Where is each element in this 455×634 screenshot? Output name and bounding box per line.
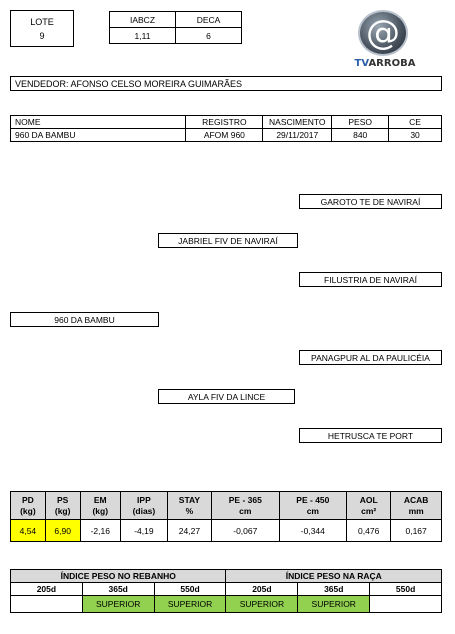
raca-365-result: SUPERIOR	[298, 596, 370, 613]
tvarroba-logo	[352, 8, 414, 72]
rebanho-365-label: 365d	[82, 583, 154, 596]
ce-header: CE	[389, 116, 442, 129]
em-header: EM (kg)	[80, 492, 120, 520]
rebanho-550-label: 550d	[154, 583, 226, 596]
at-sign-icon: @	[366, 13, 400, 53]
peso-value: 840	[332, 129, 389, 142]
raca-550-label: 550d	[370, 583, 442, 596]
rebanho-550-result: SUPERIOR	[154, 596, 226, 613]
pd-header: PD (kg)	[11, 492, 46, 520]
stay-value: 24,27	[167, 520, 211, 542]
raca-205-result: SUPERIOR	[226, 596, 298, 613]
registro-value: AFOM 960	[186, 129, 263, 142]
indice-raca-title: ÍNDICE PESO NA RAÇA	[226, 570, 442, 583]
animal-value-row	[11, 129, 442, 142]
indice-label-row	[11, 583, 442, 596]
animal-header-row	[11, 116, 442, 129]
pedigree-paternal-grandsire: GAROTO TE DE NAVIRAÍ	[299, 194, 442, 209]
deca-header: DECA	[176, 12, 242, 28]
measures-header-row	[11, 492, 442, 520]
nascimento-header: NASCIMENTO	[263, 116, 332, 129]
ipp-value: -4,19	[120, 520, 167, 542]
ce-value: 30	[389, 129, 442, 142]
vendedor-field: VENDEDOR: AFONSO CELSO MOREIRA GUIMARÃES	[10, 76, 442, 91]
acab-value: 0,167	[391, 520, 442, 542]
ps-value: 6,90	[45, 520, 80, 542]
nascimento-value: 29/11/2017	[263, 129, 332, 142]
rebanho-365-result: SUPERIOR	[82, 596, 154, 613]
pedigree-animal: 960 DA BAMBU	[10, 312, 159, 327]
indice-table	[10, 569, 442, 613]
stay-header: STAY %	[167, 492, 211, 520]
pedigree-dam: AYLA FIV DA LINCE	[158, 389, 295, 404]
lote-box	[10, 10, 74, 47]
raca-205-label: 205d	[226, 583, 298, 596]
acab-header: ACAB mm	[391, 492, 442, 520]
ipp-header: IPP (dias)	[120, 492, 167, 520]
raca-550-result	[370, 596, 442, 613]
aol-value: 0,476	[347, 520, 391, 542]
pedigree-paternal-granddam: FILUSTRIA DE NAVIRAÍ	[299, 272, 442, 287]
measures-table	[10, 491, 442, 542]
indice-result-row	[11, 596, 442, 613]
logo-wordmark: TVARROBA	[354, 58, 416, 69]
scores-table	[109, 11, 242, 44]
raca-365-label: 365d	[298, 583, 370, 596]
pe450-header: PE - 450 cm	[279, 492, 347, 520]
aol-header: AOL cm²	[347, 492, 391, 520]
pedigree-maternal-grandsire: PANAGPUR AL DA PAULICÉIA	[299, 350, 442, 365]
peso-header: PESO	[332, 116, 389, 129]
deca-value: 6	[176, 28, 242, 44]
pe365-header: PE - 365 cm	[212, 492, 280, 520]
pedigree-maternal-granddam: HETRUSCA TE PORT	[299, 428, 442, 443]
rebanho-205-label: 205d	[11, 583, 83, 596]
registro-header: REGISTRO	[186, 116, 263, 129]
em-value: -2,16	[80, 520, 120, 542]
lote-label: LOTE	[30, 16, 54, 27]
pe450-value: -0,344	[279, 520, 347, 542]
iabcz-value: 1,11	[110, 28, 176, 44]
ps-header: PS (kg)	[45, 492, 80, 520]
measures-value-row	[11, 520, 442, 542]
rebanho-205-result	[11, 596, 83, 613]
iabcz-header: IABCZ	[110, 12, 176, 28]
indice-rebanho-title: ÍNDICE PESO NO REBANHO	[11, 570, 226, 583]
indice-title-row	[11, 570, 442, 583]
nome-header: NOME	[11, 116, 186, 129]
pedigree-sire: JABRIEL FIV DE NAVIRAÍ	[158, 233, 298, 248]
pe365-value: -0,067	[212, 520, 280, 542]
pd-value: 4,54	[11, 520, 46, 542]
animal-table	[10, 115, 442, 142]
lote-value: 9	[39, 30, 45, 41]
nome-value: 960 DA BAMBU	[11, 129, 186, 142]
